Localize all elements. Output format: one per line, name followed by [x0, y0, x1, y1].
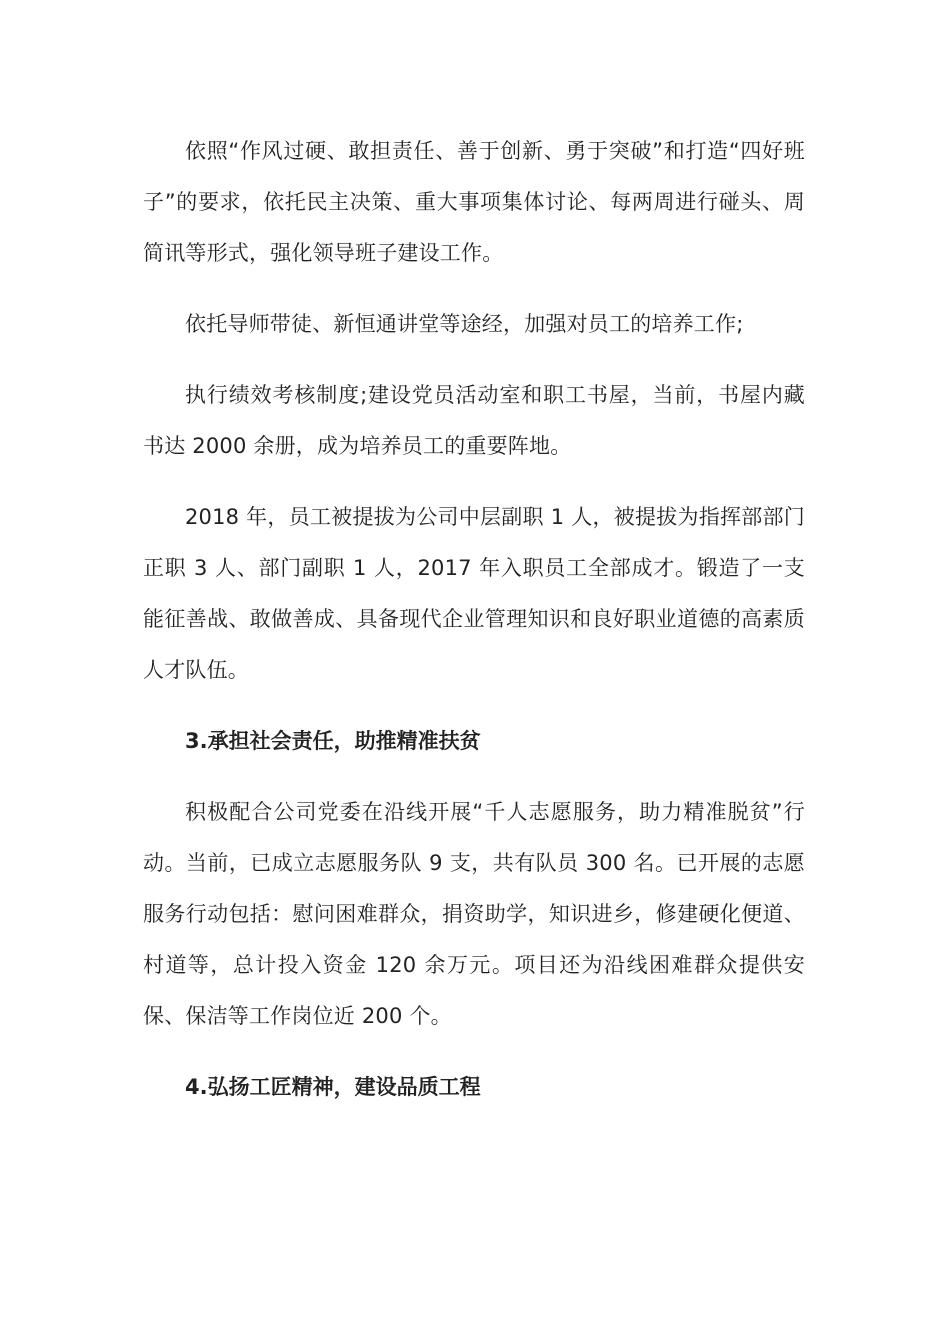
paragraph-promotion: 2018 年，员工被提拔为公司中层副职 1 人，被提拔为指挥部部门正职 3 人、部门副职 1 人，2017 年入职员工全部成才。锻造了一支能征善战、敢做善成、具备现代企业管理知识和良好职业道德的高素质人才队伍。 [143, 505, 805, 682]
spacer [143, 350, 805, 370]
spacer [143, 472, 805, 492]
spacer [143, 767, 805, 787]
spacer [143, 279, 805, 299]
spacer [143, 696, 805, 716]
paragraph-leadership: 依照“作风过硬、敢担责任、善于创新、勇于突破”和打造“四好班子”的要求，依托民主决策、重大事项集体讨论、每两周进行碰头、周简讯等形式，强化领导班子建设工作。 [143, 139, 805, 265]
paragraph-training: 依托导师带徒、新恒通讲堂等途经，加强对员工的培养工作; [185, 312, 744, 336]
spacer [143, 1042, 805, 1062]
document-page [143, 126, 805, 1113]
paragraph-library: 执行绩效考核制度;建设党员活动室和职工书屋，当前，书屋内藏书达 2000 余册，成为培养员工的重要阵地。 [143, 383, 805, 458]
paragraph-volunteer: 积极配合公司党委在沿线开展“千人志愿服务，助力精准脱贫”行动。当前，已成立志愿服务队 9 支，共有队员 300 名。已开展的志愿服务行动包括：慰问困难群众，捐资助学，知识进乡，修建硬化便道、村道等，总计投入资金 120 余万元。项目还为沿线困难群众提供安保、保洁等工作岗位近 200 个。 [143, 800, 805, 1028]
section-heading-3: 3.承担社会责任，助推精准扶贫 [185, 729, 481, 753]
section-heading-4: 4.弘扬工匠精神，建设品质工程 [185, 1075, 481, 1099]
